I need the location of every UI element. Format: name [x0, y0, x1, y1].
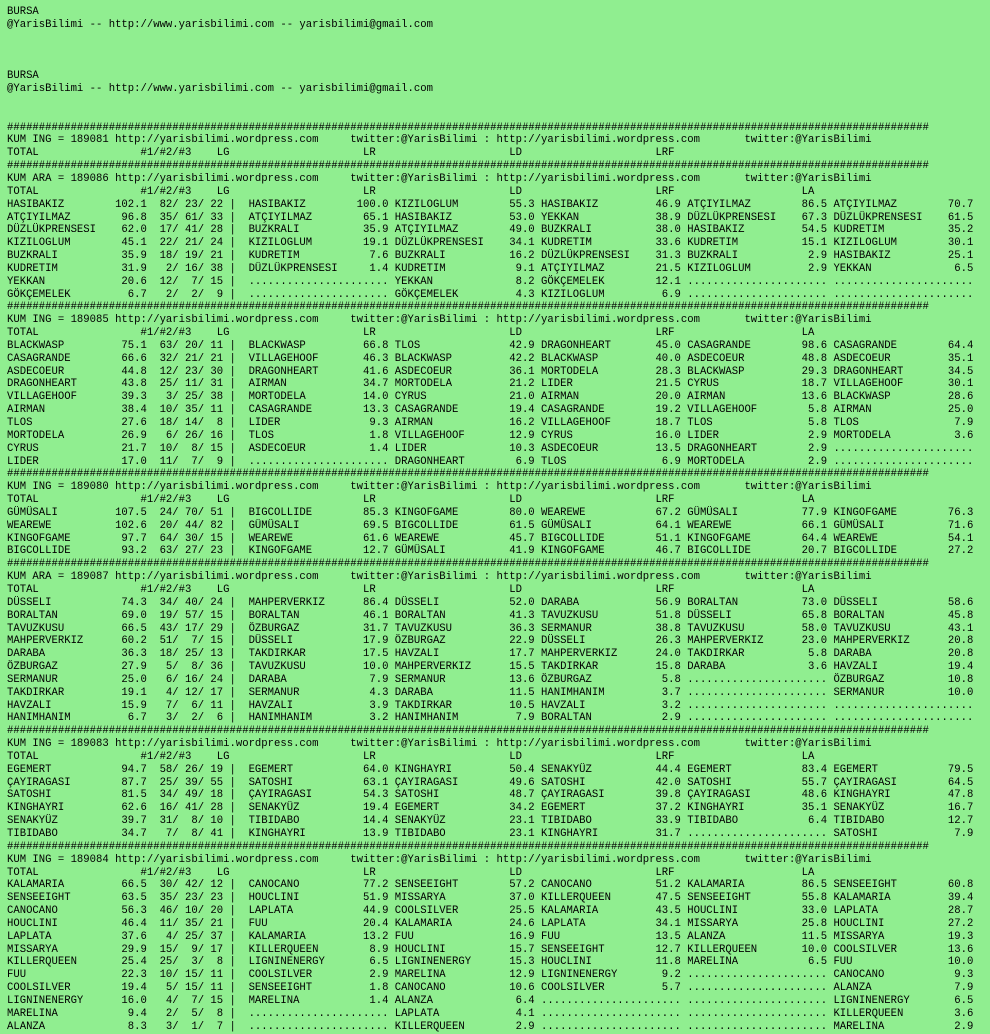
horse-row: DARABA 36.3 18/ 25/ 13 | TAKDIRKAR 17.5 HAVZALI 17.7 MAHPERVERKIZ 24.0 TAKDIRKAR 5.8 DARABA 20.8 — [7, 648, 974, 661]
horse-row: SERMANUR 25.0 6/ 16/ 24 | DARABA 7.9 SERMANUR 13.6 ÖZBURGAZ 5.8 ...................... ÖZBURGAZ 10.8 — [7, 673, 974, 686]
horse-row: KIZILOGLUM 45.1 22/ 21/ 24 | KIZILOGLUM 19.1 DÜZLÜKPRENSESI 34.1 KUDRETIM 33.6 KUDRETIM 15.1 KIZILOGLUM 30.1 — [7, 237, 974, 250]
horse-row: FUU 22.3 10/ 15/ 11 | COOLSILVER 2.9 MARELINA 12.9 LIGNINENERGY 9.2 ...................... CANOCANO 9.3 — [7, 969, 974, 982]
horse-row: DRAGONHEART 43.8 25/ 11/ 31 | AIRMAN 34.7 MORTODELA 21.2 LIDER 21.5 CYRUS 18.7 VILLAGEHOOF 30.1 — [7, 378, 974, 391]
horse-row: MISSARYA 29.9 15/ 9/ 17 | KILLERQUEEN 8.9 HOUCLINI 15.7 SENSEEIGHT 12.7 KILLERQUEEN 10.0 COOLSILVER 13.6 — [7, 943, 974, 956]
horse-row: ALANZA 8.3 3/ 1/ 7 | ...................... KILLERQUEEN 2.9 ...................... ...................... MARELINA 2.9 — [7, 1020, 974, 1033]
horse-row: KINGOFGAME 97.7 64/ 30/ 15 | WEAREWE 61.6 WEAREWE 45.7 BIGCOLLIDE 51.1 KINGOFGAME 64.4 WEAREWE 54.1 — [7, 532, 974, 545]
blank-line — [7, 45, 990, 58]
race-header-line: KUM ING = 189080 http://yarisbilimi.wordpress.com twitter:@YarisBilimi : http://yarisbilimi.wordpress.com twitter:@YarisBilimi — [7, 481, 872, 494]
horse-row: ATÇIYILMAZ 96.8 35/ 61/ 33 | ATÇIYILMAZ 65.1 HASIBAKIZ 53.0 YEKKAN 38.9 DÜZLÜKPRENSESI 67.3 DÜZLÜKPRENSESI 61.5 — [7, 211, 974, 224]
column-header-line: TOTAL #1/#2/#3 LG LR LD LRF LA — [7, 494, 815, 507]
horse-row: TAKDIRKAR 19.1 4/ 12/ 17 | SERMANUR 4.3 DARABA 11.5 HANIMHANIM 3.7 ...................... SERMANUR 10.0 — [7, 686, 974, 699]
horse-row: SENAKYÜZ 39.7 31/ 8/ 10 | TIBIDABO 14.4 SENAKYÜZ 23.1 TIBIDABO 33.9 TIBIDABO 6.4 TIBIDABO 12.7 — [7, 815, 974, 828]
separator-line: ################################################################################################################################################# — [7, 121, 929, 134]
race-header-line: KUM ARA = 189086 http://yarisbilimi.wordpress.com twitter:@YarisBilimi : http://yarisbilimi.wordpress.com twitter:@YarisBilimi — [7, 172, 872, 185]
site-info-line: @YarisBilimi -- http://www.yarisbilimi.com -- yarisbilimi@gmail.com — [7, 83, 433, 96]
column-header-line: TOTAL #1/#2/#3 LG LR LD LRF LA — [7, 866, 815, 879]
horse-row: YEKKAN 20.6 12/ 7/ 15 | ...................... YEKKAN 8.2 GÖKÇEMELEK 12.1 ...................... ...................... — [7, 275, 974, 288]
horse-row: GÜMÜSALI 107.5 24/ 70/ 51 | BIGCOLLIDE 85.3 KINGOFGAME 80.0 WEAREWE 67.2 GÜMÜSALI 77.9 KINGOFGAME 76.3 — [7, 506, 974, 519]
race-header-line: KUM ING = 189085 http://yarisbilimi.wordpress.com twitter:@YarisBilimi : http://yarisbilimi.wordpress.com twitter:@YarisBilimi — [7, 314, 872, 327]
city-title: BURSA — [7, 70, 39, 83]
horse-row: LAPLATA 37.6 4/ 25/ 37 | KALAMARIA 13.2 FUU 16.9 FUU 13.5 ALANZA 11.5 MISSARYA 19.3 — [7, 930, 974, 943]
horse-row: ÇAYIRAGASI 87.7 25/ 39/ 55 | SATOSHI 63.1 ÇAYIRAGASI 49.6 SATOSHI 42.0 SATOSHI 55.7 ÇAYIRAGASI 64.5 — [7, 776, 974, 789]
blank-line — [7, 57, 990, 70]
horse-row: SENSEEIGHT 63.5 35/ 23/ 23 | HOUCLINI 51.9 MISSARYA 37.0 KILLERQUEEN 47.5 SENSEEIGHT 55.8 KALAMARIA 39.4 — [7, 892, 974, 905]
horse-row: CASAGRANDE 66.6 32/ 21/ 21 | VILLAGEHOOF 46.3 BLACKWASP 42.2 BLACKWASP 40.0 ASDECOEUR 48.8 ASDECOEUR 35.1 — [7, 352, 974, 365]
horse-row: BIGCOLLIDE 93.2 63/ 27/ 23 | KINGOFGAME 12.7 GÜMÜSALI 41.9 KINGOFGAME 46.7 BIGCOLLIDE 20.7 BIGCOLLIDE 27.2 — [7, 545, 974, 558]
column-header-line: TOTAL #1/#2/#3 LG LR LD LRF LA — [7, 583, 815, 596]
separator-line: ################################################################################################################################################# — [7, 301, 929, 314]
horse-row: EGEMERT 94.7 58/ 26/ 19 | EGEMERT 64.0 KINGHAYRI 50.4 SENAKYÜZ 44.4 EGEMERT 83.4 EGEMERT 79.5 — [7, 763, 974, 776]
race-header-line: KUM ING = 189084 http://yarisbilimi.wordpress.com twitter:@YarisBilimi : http://yarisbilimi.wordpress.com twitter:@YarisBilimi — [7, 853, 872, 866]
horse-row: TIBIDABO 34.7 7/ 8/ 41 | KINGHAYRI 13.9 TIBIDABO 23.1 KINGHAYRI 31.7 ...................... SATOSHI 7.9 — [7, 828, 974, 840]
horse-row: ASDECOEUR 44.8 12/ 23/ 30 | DRAGONHEART 41.6 ASDECOEUR 36.1 MORTODELA 28.3 BLACKWASP 29.3 DRAGONHEART 34.5 — [7, 365, 974, 378]
horse-row: HASIBAKIZ 102.1 82/ 23/ 22 | HASIBAKIZ 100.0 KIZILOGLUM 55.3 HASIBAKIZ 46.9 ATÇIYILMAZ 86.5 ATÇIYILMAZ 70.7 — [7, 198, 974, 211]
horse-row: KINGHAYRI 62.6 16/ 41/ 28 | SENAKYÜZ 19.4 EGEMERT 34.2 EGEMERT 37.2 KINGHAYRI 35.1 SENAKYÜZ 16.7 — [7, 802, 974, 815]
horse-row: MORTODELA 26.9 6/ 26/ 16 | TLOS 1.8 VILLAGEHOOF 12.9 CYRUS 16.0 LIDER 2.9 MORTODELA 3.6 — [7, 429, 974, 442]
horse-row: HAVZALI 15.9 7/ 6/ 11 | HAVZALI 3.9 TAKDIRKAR 10.5 HAVZALI 3.2 ...................... ...................... — [7, 699, 974, 712]
horse-row: BUZKRALI 35.9 18/ 19/ 21 | KUDRETIM 7.6 BUZKRALI 16.2 DÜZLÜKPRENSESI 31.3 BUZKRALI 2.9 HASIBAKIZ 25.1 — [7, 250, 974, 263]
horse-row: LIGNINENERGY 16.0 4/ 7/ 15 | MARELINA 1.4 ALANZA 6.4 ...................... ...................... LIGNINENERGY 6.5 — [7, 994, 974, 1007]
separator-line: ################################################################################################################################################# — [7, 840, 929, 853]
column-header-line: TOTAL #1/#2/#3 LG LR LD LRF LA — [7, 327, 815, 340]
horse-row: HOUCLINI 46.4 11/ 35/ 21 | FUU 20.4 KALAMARIA 24.6 LAPLATA 34.1 MISSARYA 25.8 HOUCLINI 27.2 — [7, 917, 974, 930]
horse-row: DÜSSELI 74.3 34/ 40/ 24 | MAHPERVERKIZ 86.4 DÜSSELI 52.0 DARABA 56.9 BORALTAN 73.0 DÜSSELI 58.6 — [7, 596, 974, 609]
horse-row: CYRUS 21.7 10/ 8/ 15 | ASDECOEUR 1.4 LIDER 10.3 ASDECOEUR 13.5 DRAGONHEART 2.9 ...................... — [7, 442, 974, 455]
column-header-line: TOTAL #1/#2/#3 LG LR LD LRF — [7, 147, 675, 160]
horse-row: BORALTAN 69.0 19/ 57/ 15 | BORALTAN 46.1 BORALTAN 41.3 TAVUZKUSU 51.8 DÜSSELI 65.8 BORALTAN 45.8 — [7, 609, 974, 622]
separator-line: ################################################################################################################################################# — [7, 558, 929, 571]
horse-row: KILLERQUEEN 25.4 25/ 3/ 8 | LIGNINENERGY 6.5 LIGNINENERGY 15.3 HOUCLINI 11.8 MARELINA 6.5 FUU 10.0 — [7, 956, 974, 969]
horse-row: MAHPERVERKIZ 60.2 51/ 7/ 15 | DÜSSELI 17.9 ÖZBURGAZ 22.9 DÜSSELI 26.3 MAHPERVERKIZ 23.0 MAHPERVERKIZ 20.8 — [7, 635, 974, 648]
horse-row: WEAREWE 102.6 20/ 44/ 82 | GÜMÜSALI 69.5 BIGCOLLIDE 61.5 GÜMÜSALI 64.1 WEAREWE 66.1 GÜMÜSALI 71.6 — [7, 519, 974, 532]
horse-row: CANOCANO 56.3 46/ 10/ 20 | LAPLATA 44.9 COOLSILVER 25.5 KALAMARIA 43.5 HOUCLINI 33.0 LAPLATA 28.7 — [7, 905, 974, 918]
horse-row: DÜZLÜKPRENSESI 62.0 17/ 41/ 28 | BUZKRALI 35.9 ATÇIYILMAZ 49.0 BUZKRALI 38.0 HASIBAKIZ 54.5 KUDRETIM 35.2 — [7, 224, 974, 237]
blank-line — [7, 96, 990, 109]
separator-line: ################################################################################################################################################# — [7, 468, 929, 481]
horse-row: SATOSHI 81.5 34/ 49/ 18 | ÇAYIRAGASI 54.3 SATOSHI 48.7 ÇAYIRAGASI 39.8 ÇAYIRAGASI 48.6 KINGHAYRI 47.8 — [7, 789, 974, 802]
horse-row: AIRMAN 38.4 10/ 35/ 11 | CASAGRANDE 13.3 CASAGRANDE 19.4 CASAGRANDE 19.2 VILLAGEHOOF 5.8 AIRMAN 25.0 — [7, 404, 974, 417]
horse-row: KUDRETIM 31.9 2/ 16/ 38 | DÜZLÜKPRENSESI 1.4 KUDRETIM 9.1 ATÇIYILMAZ 21.5 KIZILOGLUM 2.9 YEKKAN 6.5 — [7, 262, 974, 275]
horse-row: TLOS 27.6 18/ 14/ 8 | LIDER 9.3 AIRMAN 16.2 VILLAGEHOOF 18.7 TLOS 5.8 TLOS 7.9 — [7, 417, 974, 429]
separator-line: ################################################################################################################################################# — [7, 725, 929, 738]
race-header-line: KUM ING = 189083 http://yarisbilimi.wordpress.com twitter:@YarisBilimi : http://yarisbilimi.wordpress.com twitter:@YarisBilimi — [7, 738, 872, 751]
separator-line: ################################################################################################################################################# — [7, 160, 929, 173]
horse-row: TAVUZKUSU 66.5 43/ 17/ 29 | ÖZBURGAZ 31.7 TAVUZKUSU 36.3 SERMANUR 38.8 TAVUZKUSU 58.0 TAVUZKUSU 43.1 — [7, 622, 974, 635]
city-title: BURSA — [7, 6, 39, 18]
horse-row: ÖZBURGAZ 27.9 5/ 8/ 36 | TAVUZKUSU 10.0 MAHPERVERKIZ 15.5 TAKDIRKAR 15.8 DARABA 3.6 HAVZALI 19.4 — [7, 661, 974, 674]
column-header-line: TOTAL #1/#2/#3 LG LR LD LRF LA — [7, 185, 815, 198]
horse-row: BLACKWASP 75.1 63/ 20/ 11 | BLACKWASP 66.8 TLOS 42.9 DRAGONHEART 45.0 CASAGRANDE 98.6 CASAGRANDE 64.4 — [7, 339, 974, 352]
horse-row: LIDER 17.0 11/ 7/ 9 | ...................... DRAGONHEART 6.9 TLOS 6.9 MORTODELA 2.9 ...................... — [7, 455, 974, 468]
blank-line — [7, 32, 990, 45]
horse-row: VILLAGEHOOF 39.3 3/ 25/ 38 | MORTODELA 14.0 CYRUS 21.0 AIRMAN 20.0 AIRMAN 13.6 BLACKWASP 28.6 — [7, 391, 974, 404]
site-info-line: @YarisBilimi -- http://www.yarisbilimi.com -- yarisbilimi@gmail.com — [7, 18, 433, 31]
race-header-line: KUM ARA = 189087 http://yarisbilimi.wordpress.com twitter:@YarisBilimi : http://yarisbilimi.wordpress.com twitter:@YarisBilimi — [7, 571, 872, 584]
race-header-line: KUM ING = 189081 http://yarisbilimi.wordpress.com twitter:@YarisBilimi : http://yarisbilimi.wordpress.com twitter:@YarisBilimi — [7, 134, 872, 147]
horse-row: COOLSILVER 19.4 5/ 15/ 11 | SENSEEIGHT 1.8 CANOCANO 10.6 COOLSILVER 5.7 ...................... ALANZA 7.9 — [7, 982, 974, 995]
horse-row: KALAMARIA 66.5 30/ 42/ 12 | CANOCANO 77.2 SENSEEIGHT 57.2 CANOCANO 51.2 KALAMARIA 86.5 SENSEEIGHT 60.8 — [7, 879, 974, 892]
blank-line — [7, 109, 990, 122]
horse-row: MARELINA 9.4 2/ 5/ 8 | ...................... LAPLATA 4.1 ...................... ...................... KILLERQUEEN 3.6 — [7, 1007, 974, 1020]
horse-row: GÖKÇEMELEK 6.7 2/ 2/ 9 | ...................... GÖKÇEMELEK 4.3 KIZILOGLUM 6.9 ...................... ...................... — [7, 288, 974, 301]
horse-row: HANIMHANIM 6.7 3/ 2/ 6 | HANIMHANIM 3.2 HANIMHANIM 7.9 BORALTAN 2.9 ...................... ...................... — [7, 712, 974, 725]
column-header-line: TOTAL #1/#2/#3 LG LR LD LRF LA — [7, 750, 815, 763]
